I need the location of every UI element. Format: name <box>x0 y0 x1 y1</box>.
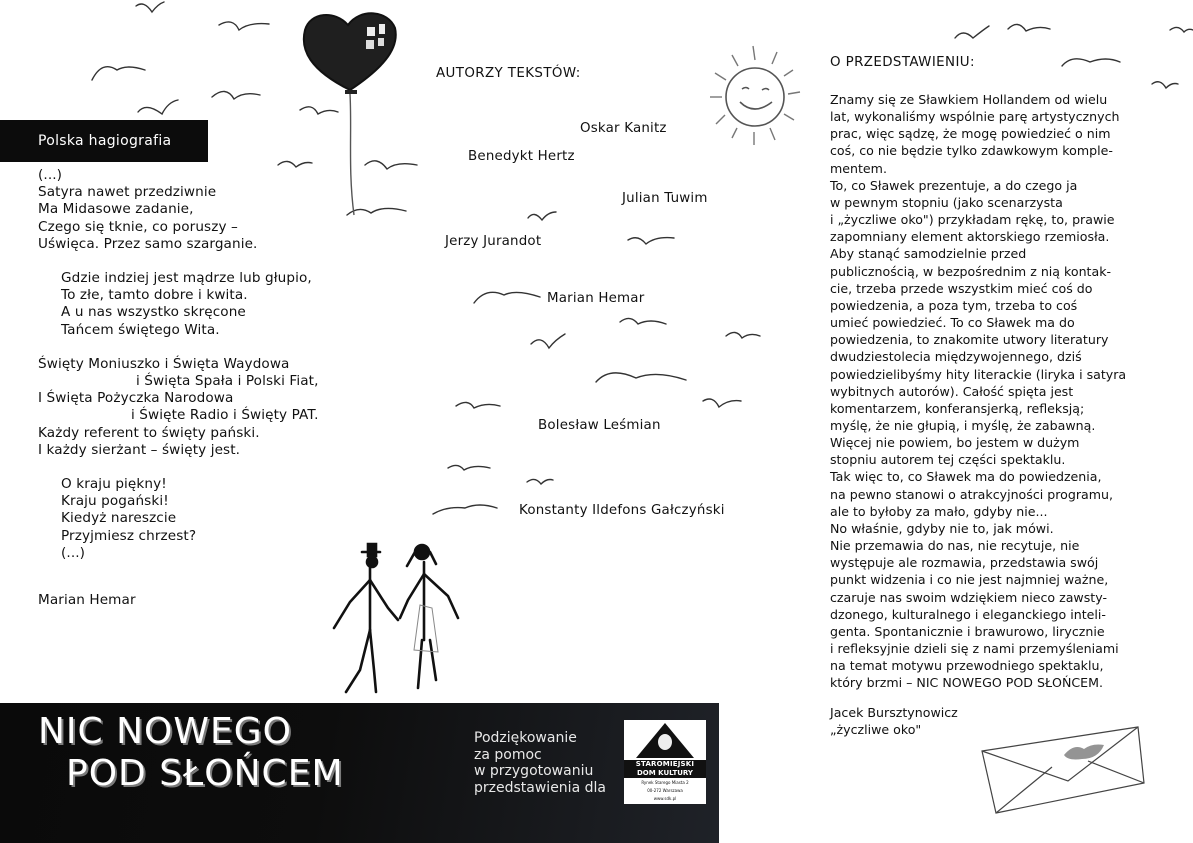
about-line: cie, trzeba przede wszystkim mieć coś do <box>830 280 1093 296</box>
thanks-line: przedstawienia dla <box>474 779 606 796</box>
logo-line-1: STAROMIEJSKI <box>624 760 706 769</box>
envelope-illustration <box>980 725 1180 835</box>
about-line: Aby stanąć samodzielnie przed <box>830 246 1027 262</box>
poem-line: Satyra nawet przedziwnie <box>38 184 217 201</box>
couple-illustration <box>320 530 480 710</box>
about-line: To, co Sławek prezentuje, a do czego ja <box>830 177 1078 193</box>
about-line: i „życzliwe oko") przykładam rękę, to, prawie <box>830 212 1115 228</box>
poem-author: Marian Hemar <box>38 592 136 608</box>
signature-role: „życzliwe oko" <box>830 722 922 737</box>
signature <box>830 704 958 738</box>
poem-line: i Święte Radio i Święty PAT. <box>131 407 319 424</box>
thanks-text <box>474 730 606 796</box>
about-line: coś, co nie będzie tylko zdawkowym komple- <box>830 143 1113 159</box>
poem-line: Kiedyż nareszcie <box>61 510 177 527</box>
title-line-1: NIC NOWEGO <box>38 711 292 752</box>
poem-line: I każdy sierżant – święty jest. <box>38 441 241 458</box>
logo-line-2: DOM KULTURY <box>624 769 706 778</box>
about-line: powiedzenia, a poza tym, trzeba to coś <box>830 297 1078 313</box>
about-line: i refleksyjnie dzieli się z nami przemyśleniami <box>830 641 1119 656</box>
about-line: powiedzielibyśmy hity literackie (liryka i satyra <box>830 366 1127 382</box>
poem-line: Przyjmiesz chrzest? <box>61 527 197 544</box>
about-line: mentem. <box>830 160 887 176</box>
about-line: w pewnym stopniu (jako scenarzysta <box>830 194 1063 210</box>
about-line: wybitnych autorów). Całość spięta jest <box>830 383 1074 399</box>
authors-heading: AUTORZY TEKSTÓW: <box>436 66 581 81</box>
about-line: prac, więc sądzę, że mogę powiedzieć o nim <box>830 126 1111 142</box>
title-line-2: POD SŁOŃCEM <box>66 753 344 794</box>
poem-line: O kraju piękny! <box>61 476 167 493</box>
about-line: czaruje nas swoim wdziękiem nieco zawsty- <box>830 589 1107 605</box>
poem-line: Czego się tknie, co poruszy – <box>38 218 238 235</box>
about-line: genta. Spontanicznie i brawurowo, lirycznie <box>830 623 1105 639</box>
poem-line: Gdzie indziej jest mądrze lub głupio, <box>61 270 312 287</box>
about-line: zapomniany element aktorskiego rzemiosła. <box>830 229 1110 245</box>
sun-icon <box>726 68 784 126</box>
poem-line: Każdy referent to święty pański. <box>38 424 260 441</box>
poem-line: Uświęca. Przez samo szarganie. <box>38 235 258 252</box>
poem-line: Tańcem świętego Wita. <box>61 321 220 338</box>
author-name: Jerzy Jurandot <box>445 234 542 249</box>
logo-address-2: 00-272 Warszawa <box>647 788 683 793</box>
about-line: punkt widzenia i co nie jest najmniej ważne, <box>830 572 1109 588</box>
poem-line: To złe, tamto dobre i kwita. <box>61 287 248 304</box>
poem-line: (...) <box>61 544 86 561</box>
logo-address-1: Rynek Starego Miasta 2 <box>641 780 689 785</box>
poem-line: Święty Moniuszko i Święta Waydowa <box>38 355 290 372</box>
section-tag: Polska hagiografia <box>38 133 172 149</box>
poem-line: (...) <box>38 167 63 183</box>
about-line: publicznością, w bezpośrednim z nią kontak- <box>830 263 1112 279</box>
thanks-line: Podziękowanie <box>474 730 577 746</box>
about-line: dwudziestolecia międzywojennego, dziś <box>830 349 1082 365</box>
about-line: myślę, że nie głupią, i myślę, że zabawną. <box>830 417 1096 433</box>
poem-line: Kraju pogański! <box>61 493 169 510</box>
about-heading: O PRZEDSTAWIENIU: <box>830 55 975 70</box>
about-text <box>830 91 1170 691</box>
about-line: komentarzem, konferansjerką, refleksją; <box>830 400 1085 416</box>
about-line: lat, wykonaliśmy wspólnie parę artystycznych <box>830 109 1120 125</box>
about-line: dzonego, kulturalnego i eleganckiego inteli- <box>830 606 1106 622</box>
poem-line: A u nas wszystko skręcone <box>61 304 246 321</box>
about-line: na pewno stanowi o atrakcyjności programu, <box>830 486 1113 502</box>
author-name: Benedykt Hertz <box>468 149 575 164</box>
about-line: Znamy się ze Sławkiem Hollandem od wielu <box>830 92 1108 107</box>
about-line: umieć powiedzieć. To co Sławek ma do <box>830 315 1075 331</box>
author-name: Konstanty Ildefons Gałczyński <box>519 503 725 518</box>
author-name: Julian Tuwim <box>622 191 708 206</box>
thanks-line: w przygotowaniu <box>474 763 594 779</box>
about-line: na temat motywu przewodniego spektaklu, <box>830 658 1104 674</box>
signature-name: Jacek Bursztynowicz <box>830 705 958 720</box>
poem-line: i Święta Spała i Polski Fiat, <box>136 373 319 390</box>
about-line: Więcej nie powiem, bo jestem w dużym <box>830 435 1080 451</box>
sponsor-logo <box>624 720 706 804</box>
about-line: stopniu autorem tej części spektaklu. <box>830 452 1066 468</box>
thanks-line: za pomoc <box>474 746 542 763</box>
sun-illustration <box>680 40 820 150</box>
about-line: który brzmi – NIC NOWEGO POD SŁOŃCEM. <box>830 675 1104 691</box>
about-line: występuje ale rozmawia, przedstawia swój <box>830 555 1099 571</box>
about-line: ale to byłoby za mało, gdyby nie... <box>830 503 1048 519</box>
author-name: Bolesław Leśmian <box>538 418 661 433</box>
poem-line: Ma Midasowe zadanie, <box>38 201 194 218</box>
about-line: powiedzenia, to znakomite utwory literatury <box>830 332 1109 348</box>
logo-web: www.sdk.pl <box>653 796 677 801</box>
envelope-icon <box>982 727 1144 813</box>
poem <box>38 167 319 562</box>
about-line: Tak więc to, co Sławek ma do powiedzenia, <box>830 469 1102 485</box>
poem-line: I Święta Pożyczka Narodowa <box>38 390 234 407</box>
author-name: Marian Hemar <box>547 291 645 306</box>
author-name: Oskar Kanitz <box>580 121 667 136</box>
head-icon <box>658 734 672 750</box>
about-line: No właśnie, gdyby nie to, jak mówi. <box>830 520 1054 536</box>
about-line: Nie przemawia do nas, nie recytuje, nie <box>830 538 1080 554</box>
